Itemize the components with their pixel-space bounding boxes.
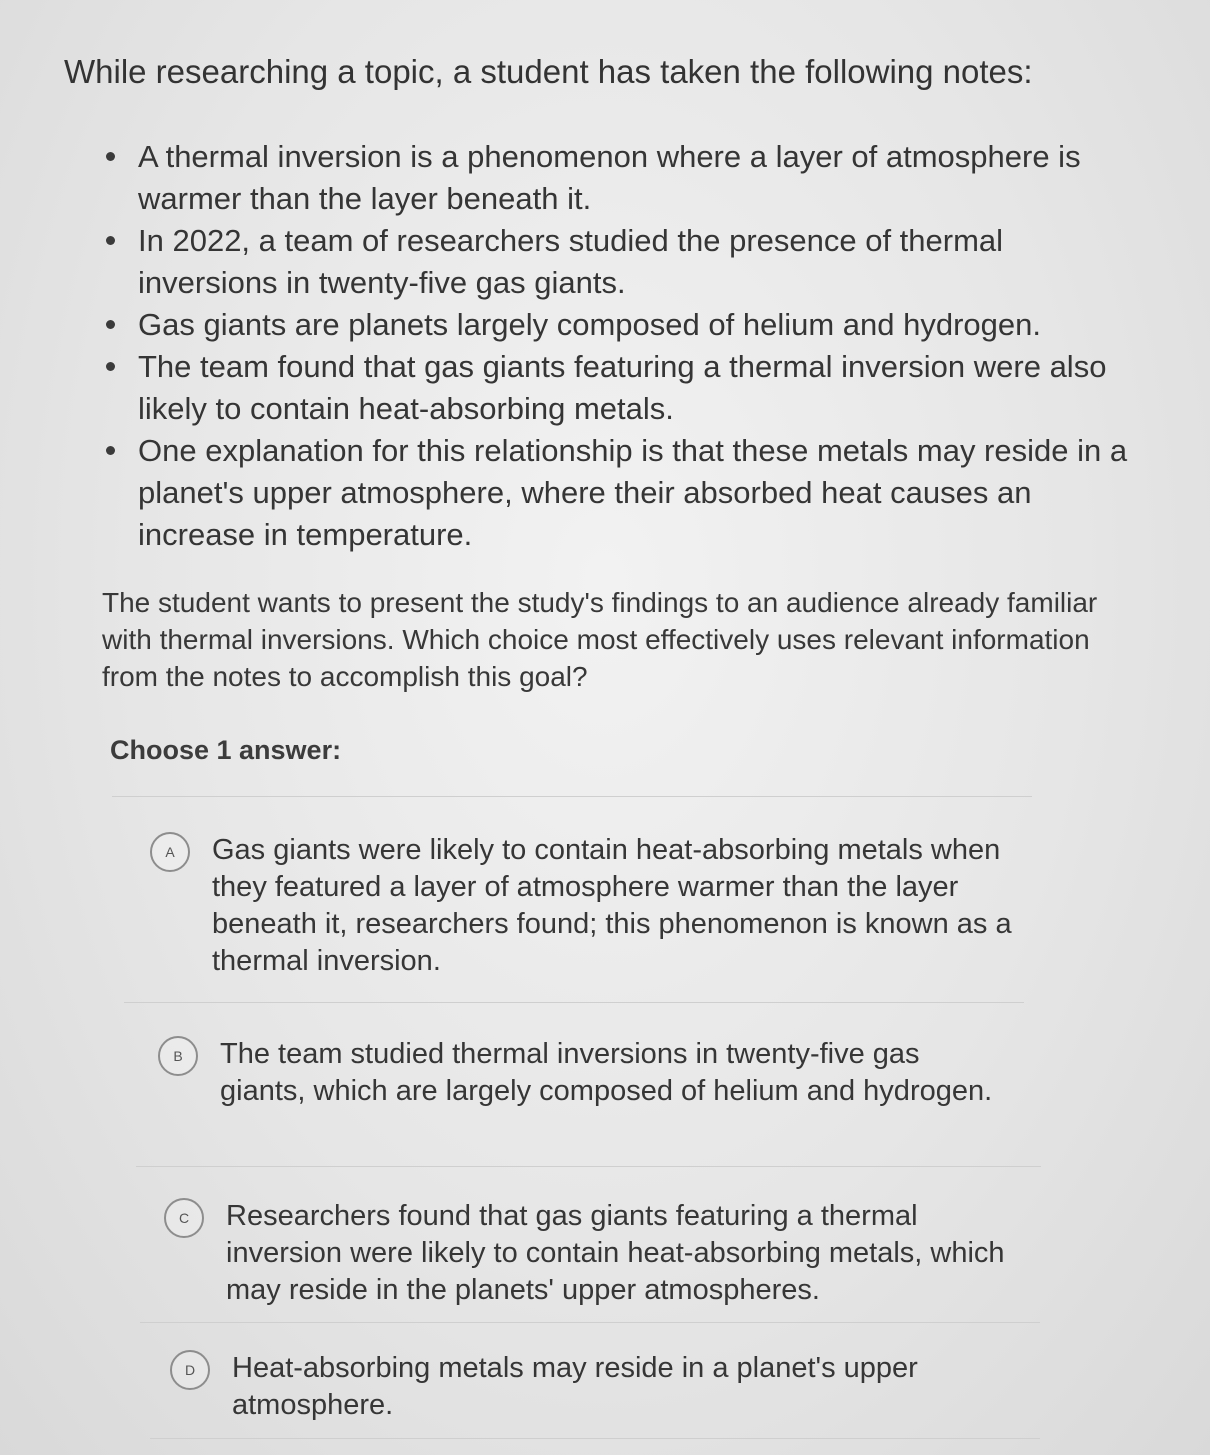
choice-b-text: The team studied thermal inversions in twenty-five gas giants, which are largely composed of helium and hydrogen. <box>220 1038 993 1107</box>
choice-d-radio[interactable]: D <box>170 1350 210 1390</box>
note-text: One explanation for this relationship is that these metals may reside in a planet's upper atmosphere, where their absorbed heat causes an increase in temperature. <box>138 433 1128 552</box>
divider <box>140 1322 1040 1323</box>
divider <box>136 1166 1041 1167</box>
choice-d-text: Heat-absorbing metals may reside in a planet's upper atmosphere. <box>232 1352 918 1421</box>
note-item <box>104 220 1144 304</box>
choice-a-text: Gas giants were likely to contain heat-absorbing metals when they featured a layer of atmosphere warmer than the layer beneath it, researchers found; this phenomenon is known as a thermal inversion. <box>212 834 1012 977</box>
bullet-icon <box>106 446 115 455</box>
choose-label: Choose 1 answer: <box>110 735 342 765</box>
choice-a[interactable] <box>150 832 1050 980</box>
bullet-icon <box>106 236 115 245</box>
intro-text: While researching a topic, a student has taken the following notes: <box>64 53 1033 90</box>
choice-b[interactable] <box>158 1036 1058 1110</box>
note-text: The team found that gas giants featuring a thermal inversion were also likely to contain heat-absorbing metals. <box>138 349 1107 426</box>
divider <box>124 1002 1024 1003</box>
choice-a-radio[interactable]: A <box>150 832 190 872</box>
bullet-icon <box>106 320 115 329</box>
choice-d[interactable] <box>170 1350 1070 1424</box>
notes-list <box>104 136 1144 556</box>
note-text: A thermal inversion is a phenomenon where a layer of atmosphere is warmer than the layer beneath it. <box>138 139 1081 216</box>
bullet-icon <box>106 362 115 371</box>
divider <box>112 796 1032 797</box>
choice-c[interactable] <box>164 1198 1064 1309</box>
note-text: In 2022, a team of researchers studied the presence of thermal inversions in twenty-five gas giants. <box>138 223 1004 300</box>
question-prompt: The student wants to present the study's findings to an audience already familiar with thermal inversions. Which choice most effectively uses relevant information from the notes to accomplish this goal? <box>102 587 1098 692</box>
note-item <box>104 346 1144 430</box>
divider <box>150 1438 1040 1439</box>
note-item <box>104 136 1144 220</box>
note-item <box>104 430 1144 556</box>
bullet-icon <box>106 152 115 161</box>
choice-c-radio[interactable]: C <box>164 1198 204 1238</box>
choice-b-radio[interactable]: B <box>158 1036 198 1076</box>
note-item <box>104 304 1144 346</box>
note-text: Gas giants are planets largely composed of helium and hydrogen. <box>138 307 1041 342</box>
choice-c-text: Researchers found that gas giants featuring a thermal inversion were likely to contain heat-absorbing metals, which may reside in the planets' upper atmospheres. <box>226 1200 1005 1306</box>
